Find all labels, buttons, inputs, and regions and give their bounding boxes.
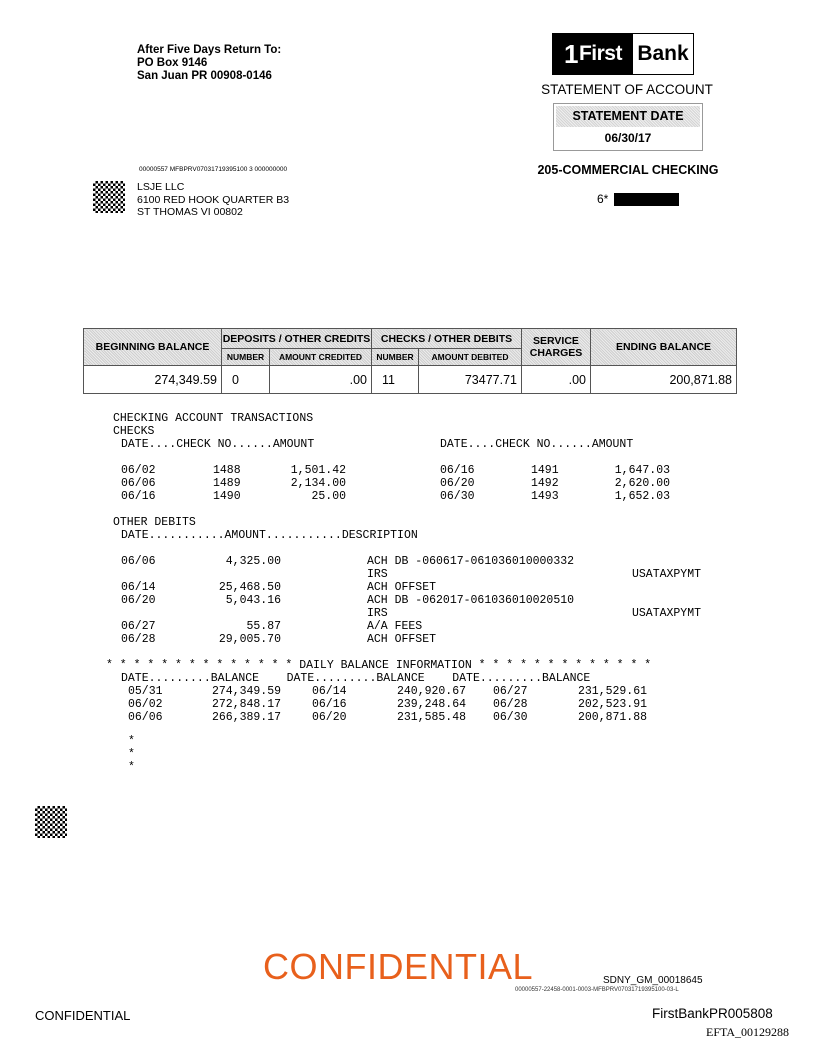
barcode-icon <box>35 806 67 838</box>
daily-date: 06/16 <box>312 698 347 711</box>
barcode-icon <box>93 181 125 213</box>
header-deposits-number: NUMBER <box>222 349 270 366</box>
sdny-number: SDNY_GM_00018645 <box>603 975 703 986</box>
daily-balance: 266,389.17 <box>211 711 281 724</box>
check-date: 06/16 <box>440 464 475 477</box>
mail-code: 00000557 MFBPRV07031719395100 3 000000000 <box>139 166 288 173</box>
check-date: 06/20 <box>440 477 475 490</box>
document-reference: 00000557-22458-0001-0003-MFBPRV07031719395100-03-L <box>515 987 679 993</box>
deposits-number-value: 0 <box>222 366 270 394</box>
daily-balance: 240,920.67 <box>396 685 466 698</box>
beginning-balance-value: 274,349.59 <box>84 366 222 394</box>
addressee-street: 6100 RED HOOK QUARTER B3 <box>137 193 290 206</box>
daily-balance: 272,848.17 <box>211 698 281 711</box>
addressee-city: ST THOMAS VI 00802 <box>137 206 243 218</box>
debit-amount: 29,005.70 <box>218 633 281 646</box>
ending-balance-value: 200,871.88 <box>591 366 737 394</box>
statement-date-box <box>553 103 703 151</box>
debit-date: 06/06 <box>121 555 156 568</box>
statement-title: STATEMENT OF ACCOUNT <box>541 82 713 97</box>
daily-date: 06/02 <box>128 698 163 711</box>
daily-date: 06/14 <box>312 685 347 698</box>
check-date: 06/16 <box>121 490 156 503</box>
debit-payee: IRS <box>367 568 388 581</box>
daily-date: 06/28 <box>493 698 528 711</box>
account-summary-table <box>83 328 737 394</box>
logo-first <box>553 34 633 74</box>
confidential-stamp: CONFIDENTIAL <box>263 946 534 987</box>
check-date: 06/02 <box>121 464 156 477</box>
check-amount: 2,620.00 <box>614 477 670 490</box>
daily-date: 06/27 <box>493 685 528 698</box>
checks-label: CHECKS <box>113 425 155 438</box>
check-number: 1493 <box>531 490 559 503</box>
check-amount: 1,501.42 <box>290 464 346 477</box>
asterisk-1: * <box>128 735 135 748</box>
amount-debited-value: 73477.71 <box>419 366 522 394</box>
header-amount-debited: AMOUNT DEBITED <box>419 349 522 366</box>
account-number-prefix: 6* <box>597 192 609 206</box>
debit-payee: IRS <box>367 607 388 620</box>
check-amount: 25.00 <box>311 490 346 503</box>
bates-number: FirstBankPR005808 <box>652 1006 773 1021</box>
check-number: 1490 <box>213 490 241 503</box>
debit-date: 06/28 <box>121 633 156 646</box>
debit-description: ACH DB -060617-061036010000332 <box>367 555 575 568</box>
debit-description: ACH OFFSET <box>367 581 437 594</box>
checks-header-right: DATE....CHECK NO......AMOUNT <box>440 438 634 451</box>
daily-date: 06/06 <box>128 711 163 724</box>
header-amount-credited: AMOUNT CREDITED <box>270 349 372 366</box>
daily-balance-title: * * * * * * * * * * * * * * DAILY BALANCE INFORMATION * * * * * * * * * * * * * <box>106 659 652 672</box>
debit-amount: 4,325.00 <box>225 555 281 568</box>
header-checks-number: NUMBER <box>372 349 419 366</box>
other-debits-header: DATE...........AMOUNT...........DESCRIPTION <box>121 529 418 542</box>
addressee <box>137 181 289 219</box>
confidential-footer: CONFIDENTIAL <box>35 1008 131 1023</box>
firstbank-logo <box>552 33 694 75</box>
daily-balance: 274,349.59 <box>211 685 281 698</box>
debit-payee-code: USATAXPYMT <box>631 607 701 620</box>
daily-balance: 200,871.88 <box>577 711 647 724</box>
checks-number-value: 11 <box>372 366 419 394</box>
check-amount: 1,652.03 <box>614 490 670 503</box>
addressee-name: LSJE LLC <box>137 181 185 193</box>
efta-number: EFTA_00129288 <box>706 1025 790 1039</box>
return-address <box>137 44 281 83</box>
redaction-bar <box>614 193 679 206</box>
debit-amount: 55.87 <box>246 620 281 633</box>
check-number: 1489 <box>213 477 241 490</box>
return-line-1: After Five Days Return To: <box>137 44 282 56</box>
header-ending-balance: ENDING BALANCE <box>591 329 737 366</box>
amount-credited-value: .00 <box>270 366 372 394</box>
header-deposits: DEPOSITS / OTHER CREDITS <box>222 329 372 349</box>
debit-description: ACH DB -062017-061036010020510 <box>367 594 575 607</box>
daily-date: 05/31 <box>128 685 163 698</box>
debit-payee-code: USATAXPYMT <box>631 568 701 581</box>
daily-balance: 231,585.48 <box>396 711 466 724</box>
asterisk-2: * <box>128 748 135 761</box>
debit-amount: 5,043.16 <box>225 594 281 607</box>
debit-description: A/A FEES <box>367 620 423 633</box>
logo-first-text: First <box>578 42 622 65</box>
debit-amount: 25,468.50 <box>218 581 281 594</box>
daily-balance: 239,248.64 <box>396 698 466 711</box>
check-number: 1491 <box>531 464 559 477</box>
logo-one: 1 <box>564 38 578 69</box>
daily-date: 06/30 <box>493 711 528 724</box>
check-date: 06/06 <box>121 477 156 490</box>
account-type: 205-COMMERCIAL CHECKING <box>537 163 719 177</box>
statement-date-value: 06/30/17 <box>604 131 652 145</box>
statement-date-label: STATEMENT DATE <box>556 106 700 127</box>
header-beginning-balance: BEGINNING BALANCE <box>84 329 222 366</box>
header-service-charges: SERVICE CHARGES <box>522 329 591 366</box>
check-date: 06/30 <box>440 490 475 503</box>
check-number: 1492 <box>531 477 559 490</box>
check-amount: 2,134.00 <box>290 477 346 490</box>
check-number: 1488 <box>213 464 241 477</box>
debit-date: 06/20 <box>121 594 156 607</box>
daily-date: 06/20 <box>312 711 347 724</box>
daily-balance: 231,529.61 <box>577 685 647 698</box>
header-checks: CHECKS / OTHER DEBITS <box>372 329 522 349</box>
transactions-title: CHECKING ACCOUNT TRANSACTIONS <box>113 412 314 425</box>
logo-bank: Bank <box>637 42 689 65</box>
return-line-3: San Juan PR 00908-0146 <box>137 70 272 82</box>
debit-date: 06/27 <box>121 620 156 633</box>
return-line-2: PO Box 9146 <box>137 57 208 69</box>
daily-balance: 202,523.91 <box>577 698 647 711</box>
debit-date: 06/14 <box>121 581 156 594</box>
check-amount: 1,647.03 <box>614 464 670 477</box>
asterisk-3: * <box>128 761 135 774</box>
debit-description: ACH OFFSET <box>367 633 437 646</box>
other-debits-label: OTHER DEBITS <box>113 516 196 529</box>
daily-balance-header: DATE.........BALANCE DATE.........BALANCE DATE.........BALANCE <box>121 672 591 685</box>
service-charges-value: .00 <box>522 366 591 394</box>
checks-header-left: DATE....CHECK NO......AMOUNT <box>121 438 315 451</box>
